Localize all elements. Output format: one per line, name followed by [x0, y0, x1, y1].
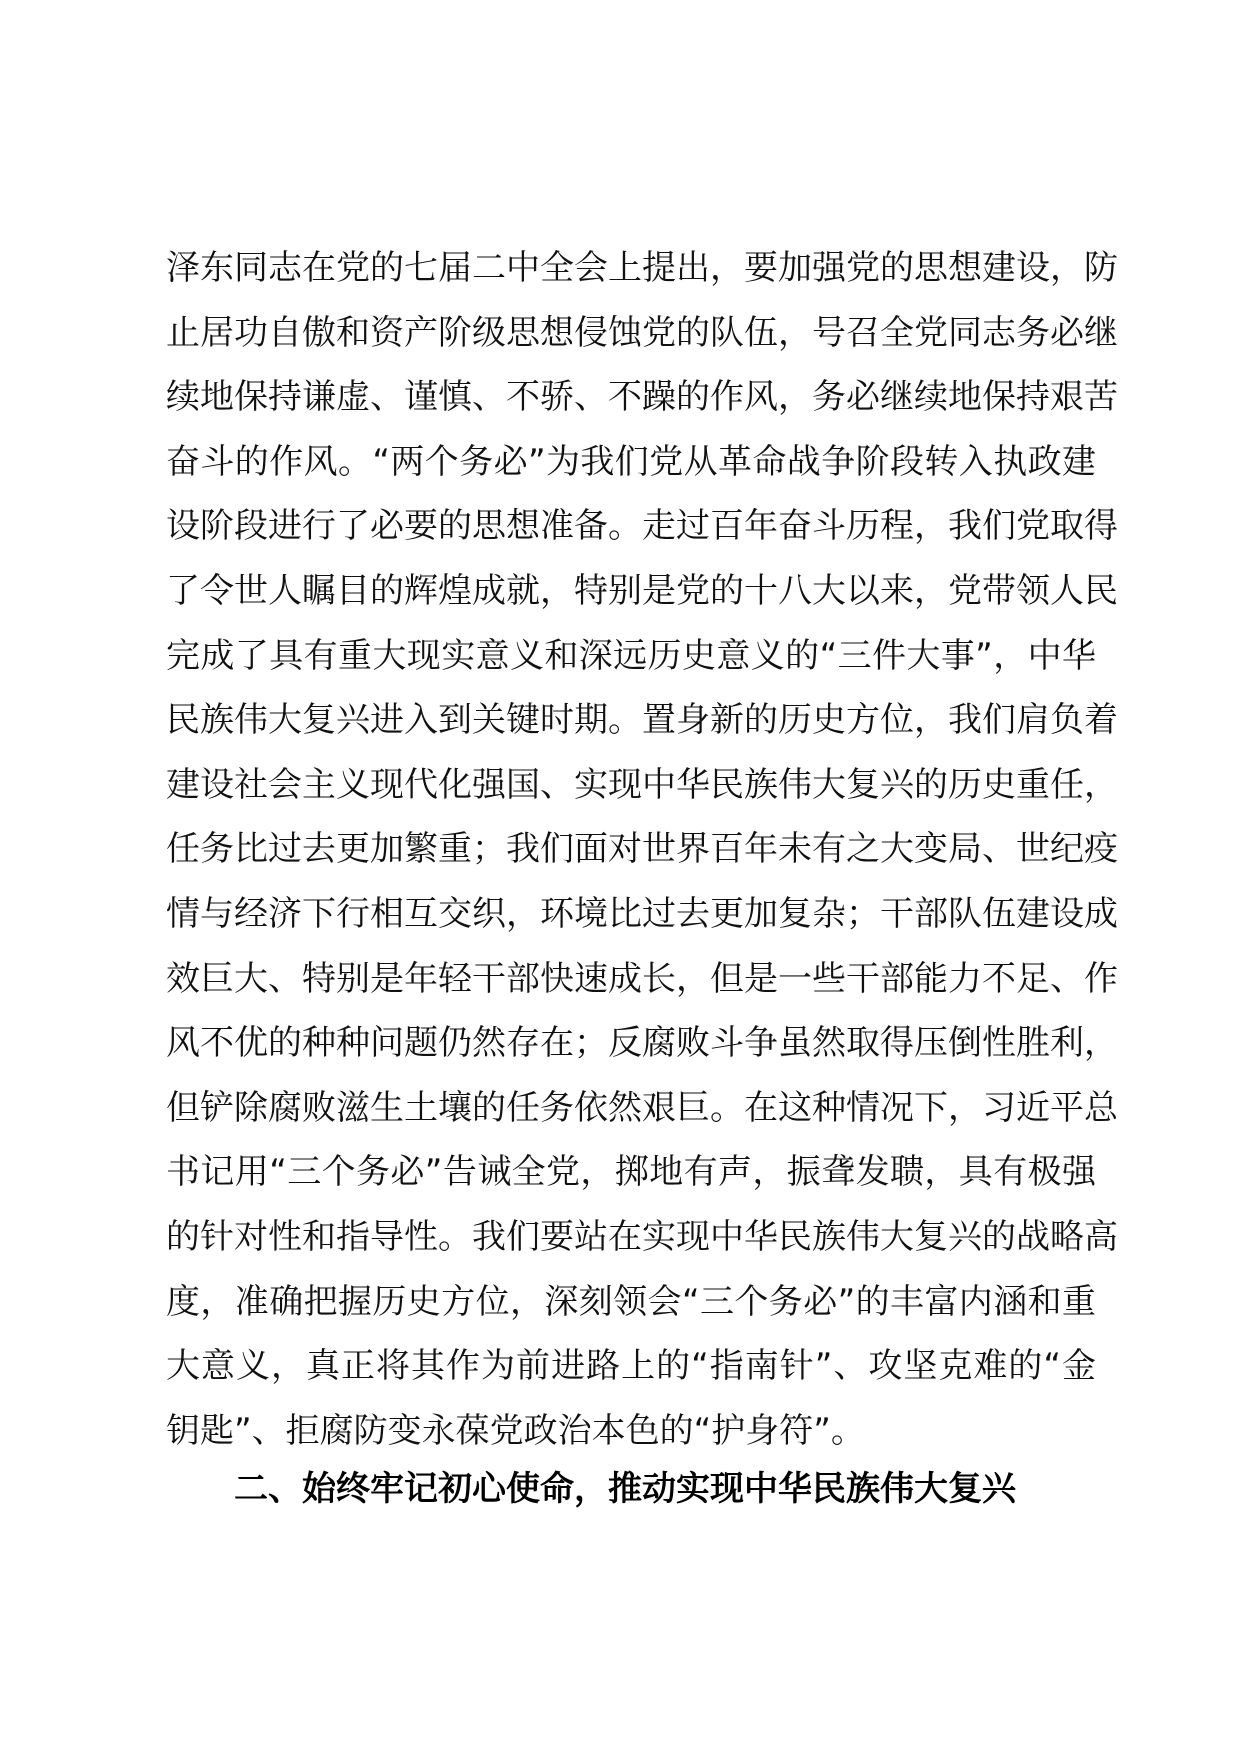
paragraph-line: 度，准确把握历史方位，深刻领会“三个务必”的丰富内涵和重 [166, 1281, 1096, 1322]
paragraph-line: 建设社会主义现代化强国、实现中华民族伟大复兴的历史重任， [166, 764, 1118, 805]
paragraph-line: 设阶段进行了必要的思想准备。走过百年奋斗历程，我们党取得 [166, 506, 1118, 547]
paragraph-line: 任务比过去更加繁重；我们面对世界百年未有之大变局、世纪疫 [166, 829, 1118, 870]
paragraph-line: 大意义，真正将其作为前进路上的“指南针”、攻坚克难的“金 [166, 1346, 1096, 1387]
paragraph-line: 但铲除腐败滋生土壤的任务依然艰巨。在这种情况下，习近平总 [166, 1087, 1118, 1128]
paragraph-line: 民族伟大复兴进入到关键时期。置身新的历史方位，我们肩负着 [166, 700, 1118, 741]
body-paragraph [166, 236, 1118, 1463]
paragraph-line: 奋斗的作风。“两个务必”为我们党从革命战争阶段转入执政建 [166, 441, 1096, 482]
section-heading: 二、始终牢记初心使命，推动实现中华民族伟大复兴 [234, 1469, 1016, 1509]
paragraph-line: 完成了具有重大现实意义和深远历史意义的“三件大事”，中华 [166, 635, 1096, 676]
paragraph-line: 效巨大、特别是年轻干部快速成长，但是一些干部能力不足、作 [166, 958, 1118, 999]
paragraph-line: 泽东同志在党的七届二中全会上提出，要加强党的思想建设，防 [166, 248, 1118, 288]
paragraph-line: 书记用“三个务必”告诫全党，掷地有声，振聋发聩，具有极强 [166, 1152, 1096, 1193]
paragraph-line: 了令世人瞩目的辉煌成就，特别是党的十八大以来，党带领人民 [166, 570, 1118, 611]
paragraph-line: 续地保持谦虚、谨慎、不骄、不躁的作风，务必继续地保持艰苦 [166, 377, 1118, 418]
paragraph-line: 的针对性和指导性。我们要站在实现中华民族伟大复兴的战略高 [166, 1216, 1118, 1257]
paragraph-line: 情与经济下行相互交织，环境比过去更加复杂；干部队伍建设成 [166, 893, 1118, 934]
paragraph-line: 风不优的种种问题仍然存在；反腐败斗争虽然取得压倒性胜利， [166, 1023, 1118, 1064]
paragraph-line: 钥匙”、拒腐防变永葆党政治本色的“护身符”。 [166, 1410, 865, 1451]
paragraph-line: 止居功自傲和资产阶级思想侵蚀党的队伍，号召全党同志务必继 [166, 312, 1118, 353]
